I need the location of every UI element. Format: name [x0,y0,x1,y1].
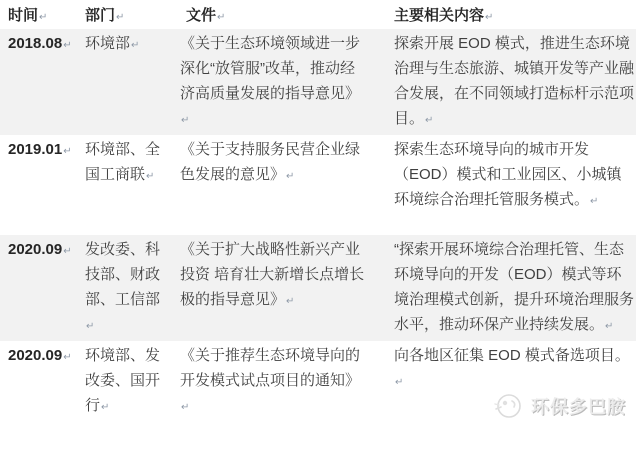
cell-time [8,31,85,133]
paragraph-mark-icon: ↵ [590,196,599,207]
paragraph-mark-icon: ↵ [39,12,48,23]
header-dept [85,4,178,25]
content-value: “探索开展环境综合治理托管、生态环境导向的开发（EOD）模式等环境治理模式创新，提升环境治理服务水平，推动环保产业持续发展。 [394,241,635,333]
paragraph-mark-icon: ↵ [63,246,72,257]
table-row [0,29,636,135]
cell-doc [178,343,394,471]
paragraph-mark-icon: ↵ [116,12,125,23]
cell-time [8,137,85,233]
header-doc [178,4,394,25]
cell-dept [85,31,178,133]
paragraph-mark-icon: ↵ [217,12,226,23]
cell-time [8,343,85,471]
header-content [394,4,636,25]
cell-content [394,137,636,233]
table-row [0,135,636,235]
time-value: 2018.08 [8,35,63,52]
cell-doc [178,31,394,133]
cell-time [8,237,85,339]
dept-value: 环境部、全国工商联 [85,141,161,183]
brand-watermark [492,391,626,421]
header-content-label: 主要相关内容 [394,7,485,24]
cell-dept [85,137,178,233]
paragraph-mark-icon: ↵ [286,171,295,182]
time-value: 2019.01 [8,141,63,158]
cell-content [394,31,636,133]
paragraph-mark-icon: ↵ [395,377,404,388]
paragraph-mark-icon: ↵ [63,352,72,363]
paragraph-mark-icon: ↵ [101,402,110,413]
paragraph-mark-icon: ↵ [181,115,190,126]
doc-title-value: 《关于扩大战略性新兴产业投资 培育壮大新增长点增长极的指导意见》 [180,241,365,308]
paragraph-mark-icon: ↵ [63,146,72,157]
content-value: 向各地区征集 EOD 模式备选项目。 [394,347,630,364]
paragraph-mark-icon: ↵ [86,321,95,332]
doc-title-value: 《关于生态环境领域进一步深化“放管服”改革，推动经济高质量发展的指导意见》 [180,35,361,102]
cell-dept [85,237,178,339]
paragraph-mark-icon: ↵ [131,40,140,51]
header-time-label: 时间 [8,7,39,24]
cell-doc [178,237,394,339]
doc-title-value: 《关于支持服务民营企业绿色发展的意见》 [180,141,361,183]
cell-content [394,237,636,339]
table-header-row [0,0,636,29]
brand-watermark-text: 环保多巴胺 [531,397,626,417]
paragraph-mark-icon: ↵ [286,296,295,307]
content-value: 探索生态环境导向的城市开发（EOD）模式和工业园区、小城镇环境综合治理托管服务模式。 [394,141,622,208]
paragraph-mark-icon: ↵ [425,115,434,126]
time-value: 2020.09 [8,241,63,258]
cell-doc [178,137,394,233]
doc-title-value: 《关于推荐生态环境导向的开发模式试点项目的通知》 [180,347,361,389]
paragraph-mark-icon: ↵ [181,402,190,413]
header-dept-label: 部门 [85,7,116,24]
cell-dept [85,343,178,471]
dept-value: 环境部 [85,35,131,52]
paragraph-mark-icon: ↵ [63,40,72,51]
dept-value: 环境部、发改委、国开行 [85,347,161,414]
content-value: 探索开展 EOD 模式，推进生态环境治理与生态旅游、城镇开发等产业融合发展，在不同领域打造标杆示范项目。 [394,35,635,127]
dept-value: 发改委、科技部、财政部、工信部 [85,241,161,308]
paragraph-mark-icon: ↵ [146,171,155,182]
dopamine-logo-icon [492,391,524,421]
header-time [8,4,85,25]
time-value: 2020.09 [8,347,63,364]
table-row [0,235,636,341]
header-doc-label: 文件 [186,7,217,24]
paragraph-mark-icon: ↵ [605,321,614,332]
paragraph-mark-icon: ↵ [485,12,494,23]
